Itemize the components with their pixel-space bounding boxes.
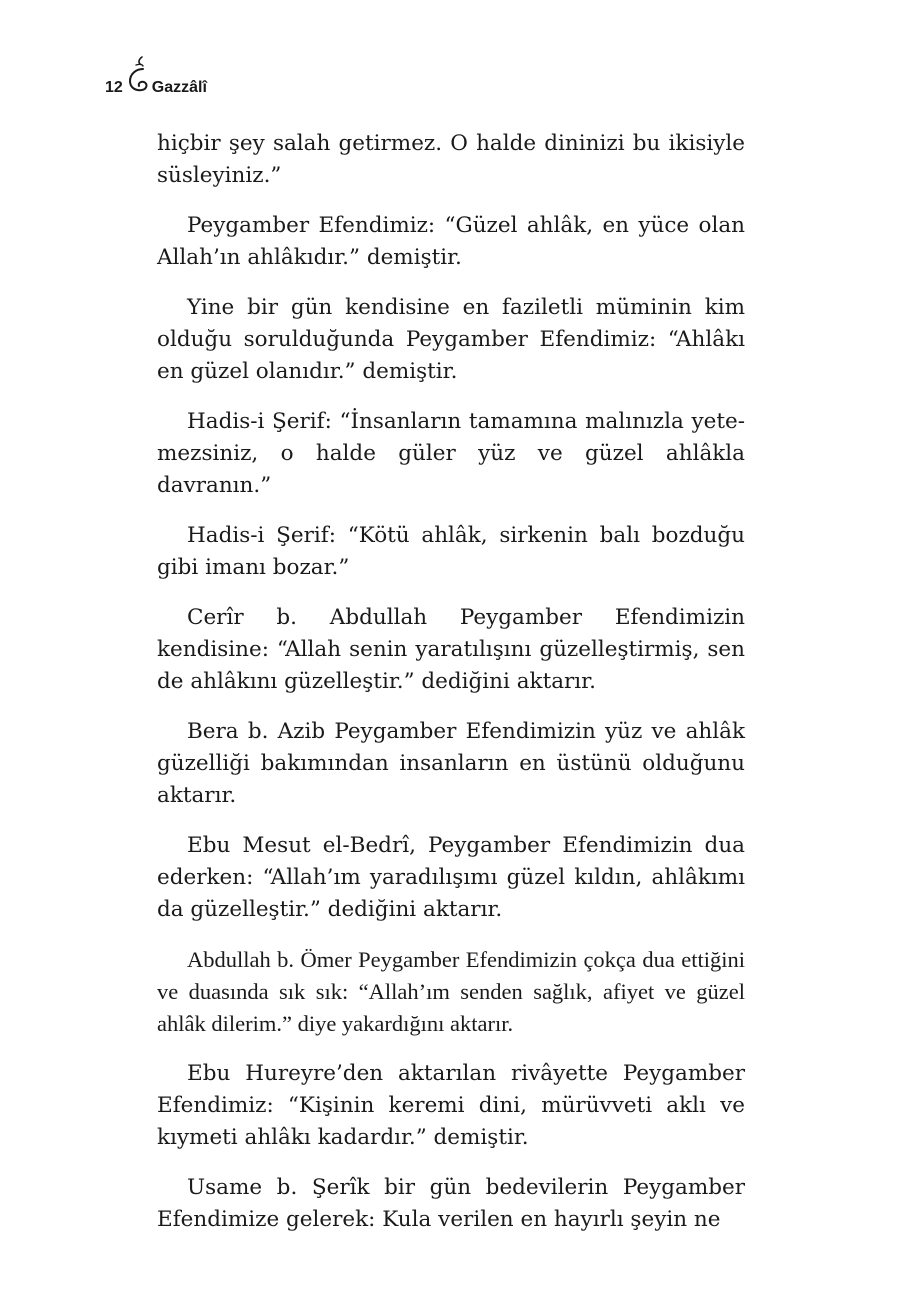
page-header: [105, 48, 207, 98]
calligraphy-logo-icon: [126, 54, 150, 98]
page-number: 12: [105, 79, 123, 96]
body-paragraph: Peygamber Efendimiz: “Güzel ahlâk, en yüce olan Allah’ın ahlâkıdır.” demiştir.: [157, 213, 745, 270]
body-paragraph: hiçbir şey salah getirmez. O halde dininizi bu ikisiyle süsleyiniz.”: [157, 131, 745, 188]
body-paragraph: Bera b. Azib Peygamber Efendimizin yüz ve ahlâk güzelliği bakımından insanların en üstünü olduğunu aktarır.: [157, 719, 745, 808]
page-body: [157, 128, 745, 1254]
body-paragraph: Hadis-i Şerif: “İnsanların tamamına malınızla yetemezsiniz, o halde güler yüz ve güzel ahlâkla davranın.”: [157, 409, 745, 498]
body-paragraph: Cerîr b. Abdullah Peygamber Efendimizin kendisine: “Allah senin yaratılışını güzelleştirmiş, sen de ahlâkını güzelleştir.” dediğini aktarır.: [157, 605, 745, 694]
book-title: Gazzâlî: [151, 79, 207, 96]
body-paragraph: Hadis-i Şerif: “Kötü ahlâk, sirkenin balı bozduğu gibi imanı bozar.”: [157, 523, 745, 580]
body-paragraph: Abdullah b. Ömer Peygamber Efendimizin çokça dua ettiğini ve duasında sık sık: “Allah’ım senden sağlık, afiyet ve güzel ahlâk dilerim.” diye yakardığını aktarır.: [157, 947, 745, 1036]
body-paragraph: Yine bir gün kendisine en faziletli müminin kim olduğu sorulduğunda Peygamber Efendimiz: “Ahlâkı en güzel olanıdır.” demiştir.: [157, 295, 745, 384]
body-paragraph: Ebu Hureyre’den aktarılan rivâyette Peygamber Efendimiz: “Kişinin keremi dini, mürüvveti aklı ve kıymeti ahlâkı kadardır.” demiştir.: [157, 1061, 745, 1150]
body-paragraph: Usame b. Şerîk bir gün bedevilerin Peygamber Efendimize gelerek: Kula verilen en hayırlı şeyin ne: [157, 1175, 745, 1232]
body-paragraph: Ebu Mesut el-Bedrî, Peygamber Efendimizin dua ederken: “Allah’ım yaradılışımı güzel kıldın, ahlâkımı da güzelleştir.” dediğini aktarır.: [157, 833, 745, 922]
